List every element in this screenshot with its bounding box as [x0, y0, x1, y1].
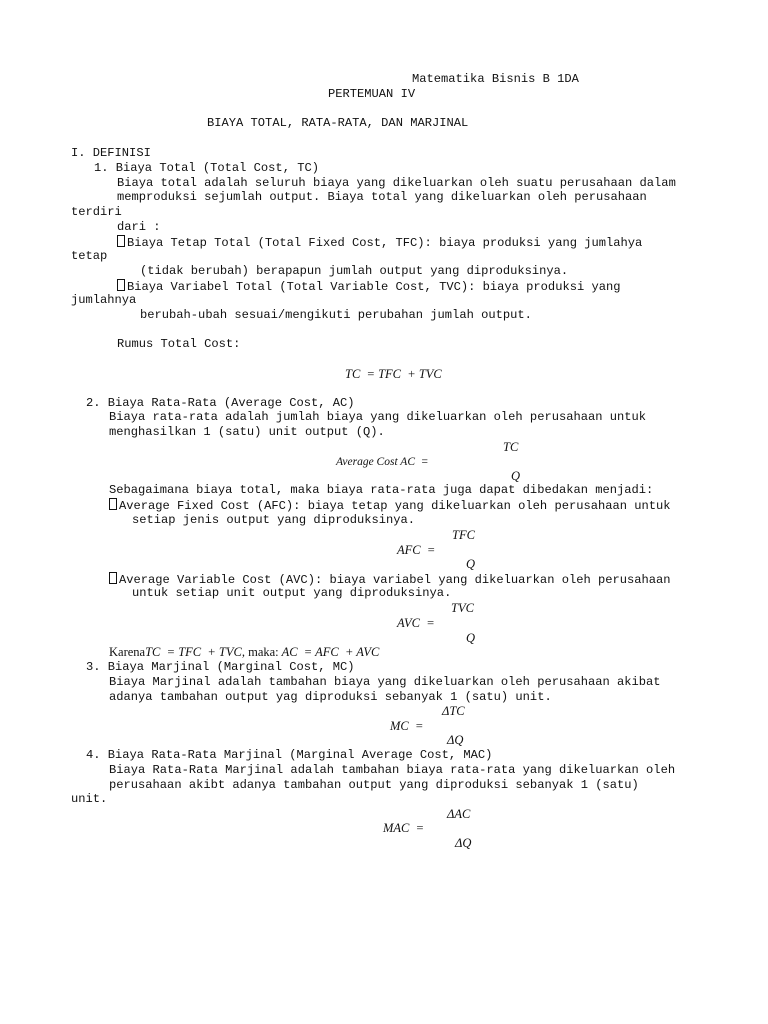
- karena-line: [109, 645, 379, 660]
- afc-numerator: TFC: [452, 528, 475, 542]
- bullet-avc-cont: untuk setiap unit output yang diproduksinya.: [132, 586, 452, 600]
- bullet-afc: [109, 498, 671, 514]
- karena-maka: maka:: [244, 645, 279, 659]
- item4-line: Biaya Rata-Rata Marjinal adalah tambahan biaya rata-rata yang dikeluarkan oleh: [109, 763, 676, 777]
- bullet-avc-text: Average Variable Cost (AVC): biaya variabel yang dikeluarkan oleh perusahaan: [119, 573, 671, 587]
- item4-title: 4. Biaya Rata-Rata Marjinal (Marginal Average Cost, MAC): [86, 748, 493, 762]
- mc-numerator: ΔTC: [442, 704, 465, 718]
- item2-line: menghasilkan 1 (satu) unit output (Q).: [109, 425, 385, 439]
- bullet-box-icon: [117, 279, 125, 291]
- item4-line: perusahaan akibt adanya tambahan output yang diproduksi sebanyak 1 (satu): [109, 778, 639, 792]
- mac-numerator: ΔAC: [447, 807, 471, 821]
- bullet-tfc-text: Biaya Tetap Total (Total Fixed Cost, TFC): biaya produksi yang jumlahya: [127, 236, 643, 250]
- mc-formula-lhs: MC =: [390, 719, 424, 733]
- ac-numerator: TC: [503, 440, 519, 454]
- karena-eq-total: TC = TFC + TVC,: [145, 645, 245, 659]
- bullet-afc-text: Average Fixed Cost (AFC): biaya tetap yang dikeluarkan oleh perusahaan untuk: [119, 499, 671, 513]
- mac-formula-lhs: MAC =: [383, 821, 425, 835]
- bullet-tfc-wrap: tetap: [71, 249, 108, 263]
- karena-eq-average: AC = AFC + AVC: [281, 645, 380, 659]
- ac-split-line: Sebagaimana biaya total, maka biaya rata-rata juga dapat dibedakan menjadi:: [109, 483, 654, 497]
- avc-denominator: Q: [466, 631, 476, 645]
- karena-prefix: Karena: [109, 645, 146, 659]
- bullet-afc-cont: setiap jenis output yang diproduksinya.: [132, 513, 416, 527]
- avc-numerator: TVC: [451, 601, 474, 615]
- bullet-tfc: [117, 235, 642, 251]
- mc-denominator: ΔQ: [447, 733, 464, 747]
- item3-line: Biaya Marjinal adalah tambahan biaya yang dikeluarkan oleh perusahaan akibat: [109, 675, 661, 689]
- item1-line: terdiri: [71, 205, 122, 219]
- item3-line: adanya tambahan output yag diproduksi sebanyak 1 (satu) unit.: [109, 690, 552, 704]
- section-heading: I. DEFINISI: [71, 146, 151, 160]
- bullet-tvc-wrap: jumlahnya: [71, 293, 137, 307]
- bullet-tvc-text: Biaya Variabel Total (Total Variable Cost, TVC): biaya produksi yang: [127, 280, 621, 294]
- ac-formula-lhs: Average Cost AC =: [336, 456, 429, 468]
- item1-line: memproduksi sejumlah output. Biaya total yang dikeluarkan oleh perusahaan: [117, 190, 647, 204]
- course-title: Matematika Bisnis B 1DA: [412, 72, 579, 86]
- item1-line: Biaya total adalah seluruh biaya yang dikeluarkan oleh suatu perusahaan dalam: [117, 176, 676, 190]
- bullet-tvc-cont: berubah-ubah sesuai/mengikuti perubahan jumlah output.: [140, 308, 532, 322]
- bullet-tfc-cont: (tidak berubah) berapapun jumlah output yang diproduksinya.: [140, 264, 569, 278]
- afc-formula-lhs: AFC =: [397, 543, 436, 557]
- avc-formula-lhs: AVC =: [397, 616, 435, 630]
- item4-line: unit.: [71, 792, 108, 806]
- item2-title: 2. Biaya Rata-Rata (Average Cost, AC): [86, 396, 355, 410]
- item1-line: dari :: [117, 220, 161, 234]
- item2-line: Biaya rata-rata adalah jumlah biaya yang dikeluarkan oleh perusahaan untuk: [109, 410, 647, 424]
- bullet-tvc: [117, 279, 621, 295]
- formula-label: Rumus Total Cost:: [117, 337, 241, 351]
- bullet-box-icon: [109, 572, 117, 584]
- item1-title: 1. Biaya Total (Total Cost, TC): [94, 161, 319, 175]
- afc-denominator: Q: [466, 557, 476, 571]
- ac-denominator: Q: [511, 469, 521, 483]
- bullet-box-icon: [117, 235, 125, 247]
- formula-total-cost: TC = TFC + TVC: [345, 367, 442, 381]
- page-title: BIAYA TOTAL, RATA-RATA, DAN MARJINAL: [207, 116, 469, 130]
- mac-denominator: ΔQ: [455, 836, 472, 850]
- meeting-title: PERTEMUAN IV: [328, 87, 416, 101]
- bullet-box-icon: [109, 498, 117, 510]
- item3-title: 3. Biaya Marjinal (Marginal Cost, MC): [86, 660, 355, 674]
